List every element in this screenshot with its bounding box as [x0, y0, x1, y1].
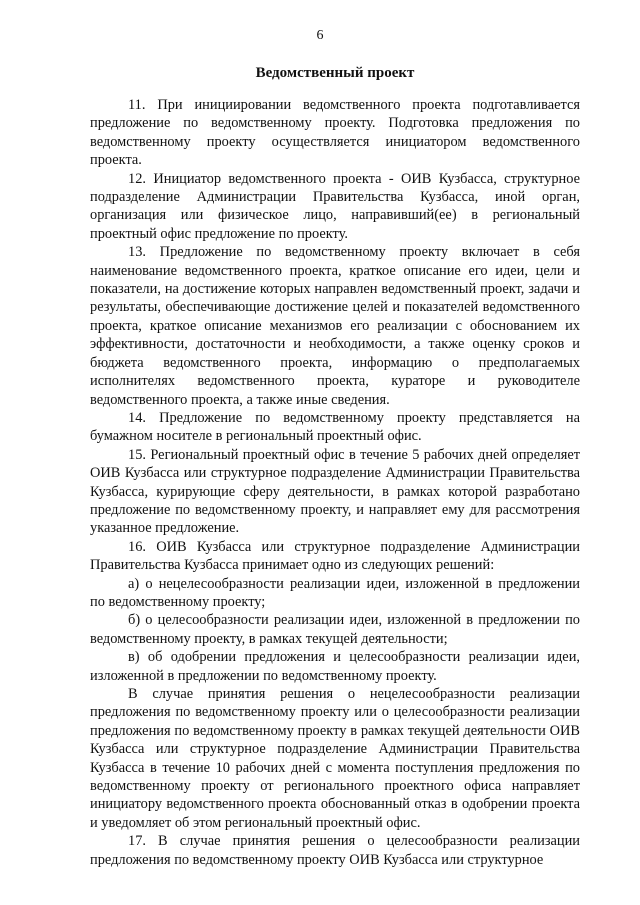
paragraph-15: 15. Региональный проектный офис в течение 5 рабочих дней определяет ОИВ Кузбасса или структурное подразделение Администрации Правительства Кузбасса, курирующие сферу деятельности, в рамках которой разработано предложение по ведомственному проекту, и направляет ему для рассмотрения указанное предложение. — [90, 446, 580, 537]
document-body — [90, 96, 580, 869]
paragraph-11: 11. При инициировании ведомственного проекта подготавливается предложение по ведомственному проекту. Подготовка предложения по ведомственному проекту осуществляется инициатором ведомственного проекта. — [90, 97, 580, 169]
paragraph-16-option-b: б) о целесообразности реализации идеи, изложенной в предложении по ведомственному проекту, в рамках текущей деятельности; — [90, 612, 580, 647]
section-title: Ведомственный проект — [255, 65, 415, 81]
paragraph-14: 14. Предложение по ведомственному проекту представляется на бумажном носителе в региональный проектный офис. — [90, 409, 580, 445]
paragraph-16-refusal: В случае принятия решения о нецелесообразности реализации предложения по ведомственному проекту или о целесообразности реализации предложения по ведомственному проекту в рамках текущей деятельности ОИВ Кузбасса или структурное подразделение Администрации Правительства Кузбасса в течение 10 рабочих дней с момента поступления предложения по ведомственному проекту от регионального проектного офиса направляет инициатору ведомственного проекта обоснованный отказ в одобрении проекта и уведомляет об этом региональный проектный офис. — [90, 686, 580, 831]
page-number: 6 — [316, 28, 324, 43]
paragraph-16-option-a: а) о нецелесообразности реализации идеи, изложенной в предложении по ведомственному проекту; — [90, 575, 580, 610]
paragraph-17: 17. В случае принятия решения о целесообразности реализации предложения по ведомственному проекту ОИВ Кузбасса или структурное — [90, 833, 580, 868]
paragraph-16: 16. ОИВ Кузбасса или структурное подразделение Администрации Правительства Кузбасса принимает одно из следующих решений: — [90, 538, 580, 574]
paragraph-13: 13. Предложение по ведомственному проекту включает в себя наименование ведомственного проекта, краткое описание его идеи, цели и показатели, на достижение которых направлен ведомственный проект, задачи и результаты, обеспечивающие достижение целей и показателей ведомственного проекта, краткое описание механизмов его реализации с обоснованием их эффективности, достаточности и необходимости, а также оценку сроков и бюджета ведомственного проекта, информацию о предполагаемых исполнителях ведомственного проекта, кураторе и руководителе ведомственного проекта, а также иные сведения. — [90, 244, 580, 408]
paragraph-16-option-c: в) об одобрении предложения и целесообразности реализации идеи, изложенной в предложении по ведомственному проекту. — [90, 649, 580, 684]
paragraph-12: 12. Инициатор ведомственного проекта - ОИВ Кузбасса, структурное подразделение Администрации Правительства Кузбасса, иной орган, организация или физическое лицо, направивший(ее) в региональный проектный офис предложение по проекту. — [90, 170, 580, 242]
